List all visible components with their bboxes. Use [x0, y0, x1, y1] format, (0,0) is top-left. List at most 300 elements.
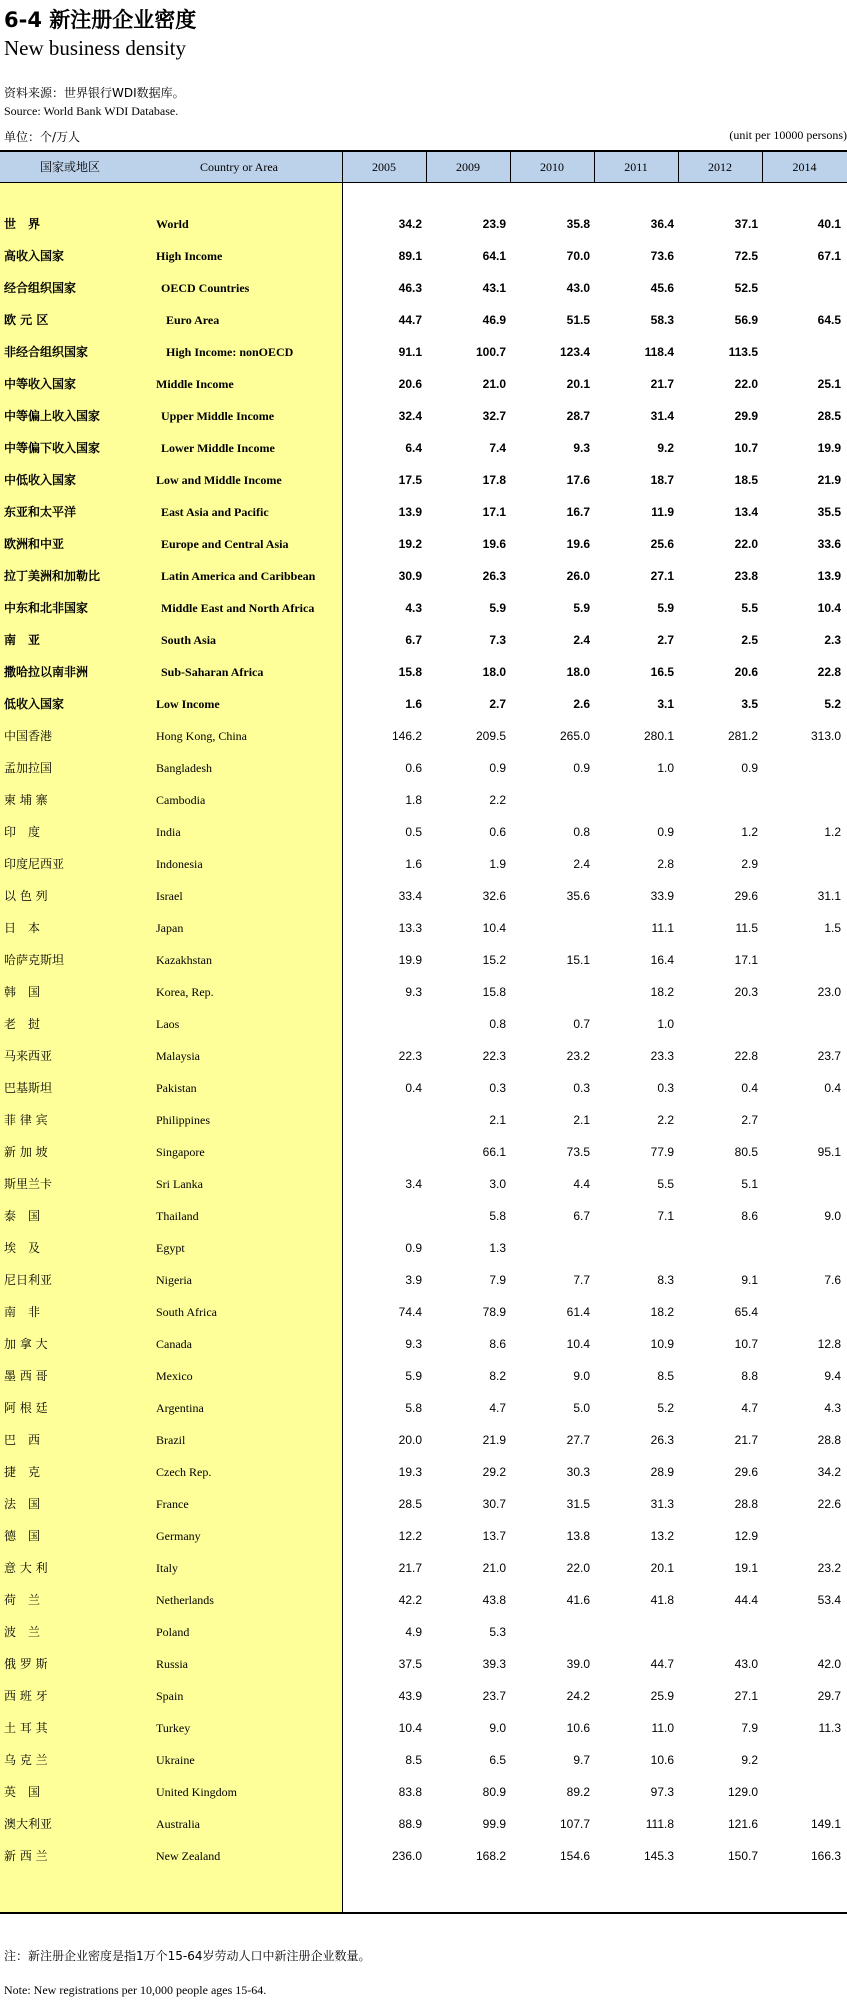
row-label-en: Middle East and North Africa	[161, 601, 315, 615]
header-year-2011: 2011	[624, 160, 648, 174]
cell-2011: 0.3	[657, 1081, 674, 1095]
row-label-en: South Africa	[156, 1305, 217, 1319]
row-label-en: Canada	[156, 1337, 192, 1351]
cell-2009: 17.8	[482, 473, 506, 487]
cell-2005: 88.9	[398, 1817, 422, 1831]
cell-2011: 31.4	[650, 409, 674, 423]
cell-2011: 25.9	[650, 1689, 674, 1703]
cell-2005: 3.9	[405, 1273, 422, 1287]
cell-2005: 0.6	[405, 761, 422, 775]
cell-2014: 25.1	[817, 377, 841, 391]
cell-2009: 1.3	[489, 1241, 506, 1255]
row-label-en: OECD Countries	[161, 281, 250, 295]
cell-2011: 18.2	[650, 985, 674, 999]
row-label-cn: 日 本	[4, 921, 41, 935]
row-label-cn: 澳大利亚	[4, 1817, 53, 1831]
cell-2010: 154.6	[559, 1849, 590, 1863]
cell-2012: 65.4	[734, 1305, 758, 1319]
cell-2010: 10.6	[566, 1721, 590, 1735]
cell-2011: 73.6	[650, 249, 674, 263]
header-year-2010: 2010	[540, 160, 564, 174]
cell-2012: 10.7	[734, 441, 758, 455]
row-label-en: High Income: nonOECD	[166, 345, 294, 359]
row-label-cn: 世 界	[4, 217, 41, 231]
row-label-cn: 尼日利亚	[4, 1273, 53, 1287]
row-label-cn: 中东和北非国家	[4, 601, 89, 615]
cell-2011: 8.5	[657, 1369, 674, 1383]
row-label-cn: 以 色 列	[4, 889, 48, 903]
cell-2011: 23.3	[650, 1049, 674, 1063]
cell-2010: 18.0	[566, 665, 590, 679]
row-label-en: Hong Kong, China	[156, 729, 247, 743]
cell-2011: 44.7	[650, 1657, 674, 1671]
cell-2005: 5.8	[405, 1401, 422, 1415]
cell-2009: 2.1	[489, 1113, 506, 1127]
table-row	[0, 432, 847, 464]
cell-2012: 0.4	[741, 1081, 758, 1095]
cell-2012: 72.5	[734, 249, 758, 263]
cell-2014: 1.2	[824, 825, 841, 839]
cell-2014: 22.6	[817, 1497, 841, 1511]
cell-2011: 36.4	[650, 217, 674, 231]
row-label-cn: 捷 克	[4, 1465, 41, 1479]
cell-2010: 6.7	[573, 1209, 590, 1223]
cell-2012: 29.9	[734, 409, 758, 423]
cell-2010: 123.4	[559, 345, 590, 359]
cell-2014: 67.1	[817, 249, 841, 263]
cell-2012: 28.8	[734, 1497, 758, 1511]
cell-2005: 37.5	[398, 1657, 422, 1671]
cell-2011: 27.1	[650, 569, 674, 583]
row-label-cn: 俄 罗 斯	[4, 1657, 48, 1671]
cell-2011: 16.5	[650, 665, 674, 679]
cell-2010: 26.0	[566, 569, 590, 583]
cell-2005: 89.1	[398, 249, 422, 263]
cell-2011: 10.6	[650, 1753, 674, 1767]
row-label-en: Upper Middle Income	[161, 409, 275, 423]
cell-2009: 10.4	[482, 921, 506, 935]
row-label-cn: 荷 兰	[4, 1593, 41, 1607]
cell-2011: 11.1	[651, 921, 674, 935]
cell-2010: 27.7	[566, 1433, 590, 1447]
cell-2005: 13.9	[398, 505, 422, 519]
cell-2010: 0.7	[573, 1017, 590, 1031]
cell-2005: 19.9	[398, 953, 422, 967]
cell-2009: 100.7	[475, 345, 506, 359]
cell-2011: 2.2	[657, 1113, 674, 1127]
cell-2009: 23.9	[482, 217, 506, 231]
cell-2011: 5.9	[657, 601, 674, 615]
cell-2014: 166.3	[810, 1849, 841, 1863]
cell-2009: 39.3	[482, 1657, 506, 1671]
cell-2009: 43.8	[482, 1593, 506, 1607]
cell-2011: 7.1	[657, 1209, 674, 1223]
cell-2011: 118.4	[644, 345, 674, 359]
row-label-en: Pakistan	[156, 1081, 197, 1095]
cell-2005: 6.4	[405, 441, 422, 455]
table-row	[0, 240, 847, 272]
cell-2010: 2.1	[573, 1113, 590, 1127]
header-year-2014: 2014	[792, 160, 817, 174]
cell-2012: 10.7	[734, 1337, 758, 1351]
table-row	[0, 752, 847, 784]
cell-2010: 4.4	[573, 1177, 590, 1191]
cell-2012: 8.6	[741, 1209, 758, 1223]
cell-2014: 11.3	[818, 1721, 841, 1735]
row-label-cn: 法 国	[4, 1497, 41, 1511]
cell-2010: 41.6	[566, 1593, 590, 1607]
cell-2012: 23.8	[734, 569, 758, 583]
row-label-en: Europe and Central Asia	[161, 537, 289, 551]
cell-2009: 2.7	[489, 697, 506, 711]
table-row	[0, 1616, 847, 1648]
cell-2012: 121.6	[727, 1817, 758, 1831]
row-label-en: Kazakhstan	[156, 953, 212, 967]
cell-2011: 5.2	[657, 1401, 674, 1415]
row-label-en: Italy	[156, 1561, 178, 1575]
table-row	[0, 1360, 847, 1392]
cell-2010: 5.9	[573, 601, 590, 615]
unit-en: (unit per 10000 persons)	[729, 128, 847, 142]
table-row	[0, 1552, 847, 1584]
cell-2005: 236.0	[391, 1849, 422, 1863]
cell-2009: 46.9	[482, 313, 506, 327]
row-label-cn: 欧 元 区	[4, 313, 49, 327]
row-label-en: Poland	[156, 1625, 190, 1639]
cell-2011: 33.9	[650, 889, 674, 903]
cell-2005: 20.6	[398, 377, 422, 391]
cell-2009: 21.0	[482, 1561, 506, 1575]
table-row	[0, 784, 847, 816]
cell-2014: 0.4	[824, 1081, 841, 1095]
cell-2012: 18.5	[734, 473, 758, 487]
cell-2010: 10.4	[566, 1337, 590, 1351]
row-label-cn: 低收入国家	[4, 697, 65, 711]
cell-2011: 2.8	[657, 857, 674, 871]
table-row	[0, 720, 847, 752]
cell-2010: 9.0	[573, 1369, 590, 1383]
table-row	[0, 1488, 847, 1520]
row-label-en: Middle Income	[156, 377, 234, 391]
cell-2014: 23.0	[817, 985, 841, 999]
table-row	[0, 464, 847, 496]
cell-2012: 9.1	[741, 1273, 758, 1287]
table-row	[0, 560, 847, 592]
cell-2011: 10.9	[650, 1337, 674, 1351]
cell-2012: 29.6	[734, 1465, 758, 1479]
cell-2011: 28.9	[650, 1465, 674, 1479]
cell-2011: 5.5	[657, 1177, 674, 1191]
cell-2009: 26.3	[482, 569, 506, 583]
cell-2012: 2.9	[741, 857, 758, 871]
cell-2005: 44.7	[398, 313, 422, 327]
cell-2012: 9.2	[741, 1753, 758, 1767]
row-label-cn: 斯里兰卡	[4, 1177, 53, 1191]
cell-2014: 28.8	[817, 1433, 841, 1447]
cell-2011: 8.3	[657, 1273, 674, 1287]
cell-2014: 35.5	[817, 505, 841, 519]
table-row	[0, 208, 847, 240]
cell-2009: 66.1	[482, 1145, 506, 1159]
cell-2010: 15.1	[566, 953, 590, 967]
cell-2012: 52.5	[734, 281, 758, 295]
row-label-cn: 墨 西 哥	[4, 1369, 48, 1383]
cell-2010: 30.3	[566, 1465, 590, 1479]
cell-2012: 150.7	[727, 1849, 758, 1863]
table-row	[0, 1424, 847, 1456]
row-label-en: United Kingdom	[156, 1785, 237, 1799]
cell-2005: 21.7	[398, 1561, 422, 1575]
table-row	[0, 1200, 847, 1232]
table-row	[0, 1648, 847, 1680]
header-region-cn: 国家或地区	[40, 160, 101, 174]
row-label-en: Sub-Saharan Africa	[161, 665, 264, 679]
cell-2011: 18.7	[650, 473, 674, 487]
row-label-en: Netherlands	[156, 1593, 214, 1607]
cell-2009: 32.7	[482, 409, 506, 423]
row-label-en: France	[156, 1497, 189, 1511]
unit-cn: 单位：个/万人	[4, 130, 81, 144]
cell-2011: 21.7	[650, 377, 674, 391]
cell-2010: 61.4	[566, 1305, 590, 1319]
cell-2010: 35.8	[566, 217, 590, 231]
row-label-cn: 柬 埔 寨	[4, 793, 48, 807]
row-label-en: Thailand	[156, 1209, 199, 1223]
cell-2012: 12.9	[734, 1529, 758, 1543]
cell-2010: 265.0	[559, 729, 590, 743]
cell-2014: 149.1	[810, 1817, 841, 1831]
table-row	[0, 1840, 847, 1872]
cell-2012: 22.8	[734, 1049, 758, 1063]
cell-2012: 2.5	[741, 633, 758, 647]
row-label-cn: 南 非	[4, 1305, 41, 1319]
row-label-cn: 欧洲和中亚	[4, 537, 65, 551]
cell-2009: 0.8	[489, 1017, 506, 1031]
row-label-en: Lower Middle Income	[161, 441, 275, 455]
cell-2005: 34.2	[398, 217, 422, 231]
row-label-cn: 中低收入国家	[4, 473, 77, 487]
row-label-cn: 新 加 坡	[4, 1145, 48, 1159]
cell-2009: 7.9	[489, 1273, 506, 1287]
row-label-en: Low and Middle Income	[156, 473, 282, 487]
cell-2014: 28.5	[817, 409, 841, 423]
cell-2005: 9.3	[405, 1337, 422, 1351]
row-label-en: Mexico	[156, 1369, 193, 1383]
table-row	[0, 1392, 847, 1424]
cell-2014: 7.6	[824, 1273, 841, 1287]
cell-2009: 15.8	[482, 985, 506, 999]
cell-2005: 13.3	[398, 921, 422, 935]
cell-2014: 1.5	[824, 921, 841, 935]
cell-2011: 9.2	[657, 441, 674, 455]
row-label-cn: 土 耳 其	[4, 1721, 48, 1735]
cell-2012: 8.8	[741, 1369, 758, 1383]
row-label-cn: 马来西亚	[4, 1049, 53, 1063]
row-label-en: Low Income	[156, 697, 220, 711]
cell-2012: 113.5	[728, 345, 758, 359]
cell-2009: 21.9	[482, 1433, 506, 1447]
table-row	[0, 848, 847, 880]
table-row	[0, 336, 847, 368]
cell-2005: 3.4	[405, 1177, 422, 1191]
page-title-cn: 6-4 新注册企业密度	[4, 8, 197, 32]
table-row	[0, 976, 847, 1008]
header-year-2012: 2012	[708, 160, 732, 174]
table-row	[0, 1520, 847, 1552]
cell-2009: 78.9	[482, 1305, 506, 1319]
cell-2005: 0.9	[405, 1241, 422, 1255]
cell-2005: 33.4	[398, 889, 422, 903]
cell-2011: 31.3	[650, 1497, 674, 1511]
cell-2014: 64.5	[817, 313, 841, 327]
cell-2011: 45.6	[650, 281, 674, 295]
cell-2011: 77.9	[650, 1145, 674, 1159]
table-row	[0, 656, 847, 688]
cell-2005: 10.4	[398, 1721, 422, 1735]
row-label-en: Nigeria	[156, 1273, 192, 1287]
cell-2012: 7.9	[741, 1721, 758, 1735]
cell-2010: 51.5	[566, 313, 590, 327]
cell-2011: 0.9	[657, 825, 674, 839]
cell-2014: 21.9	[817, 473, 841, 487]
table-row	[0, 1744, 847, 1776]
cell-2011: 97.3	[650, 1785, 674, 1799]
cell-2012: 37.1	[734, 217, 758, 231]
cell-2009: 0.9	[489, 761, 506, 775]
cell-2011: 18.2	[650, 1305, 674, 1319]
cell-2010: 39.0	[566, 1657, 590, 1671]
cell-2009: 5.3	[489, 1625, 506, 1639]
cell-2005: 22.3	[398, 1049, 422, 1063]
cell-2012: 80.5	[734, 1145, 758, 1159]
row-label-cn: 德 国	[4, 1529, 41, 1543]
cell-2005: 1.6	[405, 697, 422, 711]
cell-2005: 46.3	[398, 281, 422, 295]
cell-2012: 22.0	[734, 377, 758, 391]
table-row	[0, 880, 847, 912]
row-label-cn: 高收入国家	[4, 249, 65, 263]
cell-2012: 281.2	[727, 729, 758, 743]
row-label-en: New Zealand	[156, 1849, 221, 1863]
table-row	[0, 1072, 847, 1104]
cell-2014: 5.2	[824, 697, 841, 711]
table-row	[0, 368, 847, 400]
cell-2014: 9.4	[824, 1369, 841, 1383]
row-label-cn: 拉丁美洲和加勒比	[4, 569, 101, 583]
footnote-en: Note: New registrations per 10,000 people ages 15-64.	[4, 1983, 267, 1997]
row-label-cn: 乌 克 兰	[4, 1753, 48, 1767]
cell-2009: 5.9	[489, 601, 506, 615]
table-row	[0, 1712, 847, 1744]
row-label-en: Russia	[156, 1657, 189, 1671]
table-row	[0, 1808, 847, 1840]
cell-2010: 9.7	[573, 1753, 590, 1767]
cell-2011: 25.6	[650, 537, 674, 551]
table-header	[0, 150, 847, 183]
cell-2011: 16.4	[650, 953, 674, 967]
header-year-2005: 2005	[372, 160, 396, 174]
cell-2010: 20.1	[566, 377, 590, 391]
row-label-en: Ukraine	[156, 1753, 195, 1767]
cell-2009: 8.6	[489, 1337, 506, 1351]
table-row	[0, 1328, 847, 1360]
table-row	[0, 272, 847, 304]
cell-2005: 8.5	[405, 1753, 422, 1767]
cell-2014: 19.9	[817, 441, 841, 455]
cell-2005: 1.6	[405, 857, 422, 871]
cell-2010: 89.2	[566, 1785, 590, 1799]
cell-2009: 6.5	[489, 1753, 506, 1767]
table-row	[0, 528, 847, 560]
row-label-en: India	[156, 825, 181, 839]
row-label-en: Australia	[156, 1817, 200, 1831]
cell-2011: 20.1	[650, 1561, 674, 1575]
row-label-en: Bangladesh	[156, 761, 212, 775]
cell-2012: 5.1	[741, 1177, 758, 1191]
table-row	[0, 1456, 847, 1488]
cell-2005: 30.9	[398, 569, 422, 583]
cell-2011: 280.1	[643, 729, 674, 743]
table-row	[0, 1584, 847, 1616]
cell-2014: 4.3	[824, 1401, 841, 1415]
cell-2012: 129.0	[727, 1785, 758, 1799]
cell-2005: 91.1	[398, 345, 422, 359]
row-label-en: Brazil	[156, 1433, 186, 1447]
row-label-cn: 巴 西	[4, 1433, 41, 1447]
footnote-cn: 注：新注册企业密度是指1万个15-64岁劳动人口中新注册企业数量。	[4, 1949, 371, 1963]
row-label-cn: 中等偏下收入国家	[4, 441, 101, 455]
cell-2009: 13.7	[482, 1529, 506, 1543]
row-label-en: World	[156, 217, 189, 231]
cell-2012: 56.9	[734, 313, 758, 327]
cell-2009: 15.2	[482, 953, 506, 967]
cell-2009: 209.5	[475, 729, 506, 743]
row-label-en: Laos	[156, 1017, 180, 1031]
table-row	[0, 944, 847, 976]
cell-2010: 31.5	[566, 1497, 590, 1511]
cell-2009: 80.9	[482, 1785, 506, 1799]
cell-2011: 11.0	[651, 1721, 674, 1735]
cell-2005: 0.5	[405, 825, 422, 839]
cell-2012: 22.0	[734, 537, 758, 551]
cell-2010: 16.7	[566, 505, 590, 519]
cell-2014: 313.0	[810, 729, 841, 743]
cell-2005: 17.5	[398, 473, 422, 487]
row-label-en: Singapore	[156, 1145, 205, 1159]
cell-2011: 58.3	[650, 313, 674, 327]
row-label-cn: 哈萨克斯坦	[4, 953, 65, 967]
cell-2014: 2.3	[824, 633, 841, 647]
row-label-cn: 老 挝	[4, 1017, 41, 1031]
cell-2009: 64.1	[482, 249, 506, 263]
cell-2010: 5.0	[573, 1401, 590, 1415]
source-en: Source: World Bank WDI Database.	[4, 104, 179, 118]
cell-2009: 0.3	[489, 1081, 506, 1095]
cell-2011: 145.3	[643, 1849, 674, 1863]
page-title-en: New business density	[4, 36, 186, 60]
cell-2014: 23.7	[817, 1049, 841, 1063]
cell-2010: 43.0	[566, 281, 590, 295]
row-label-en: Euro Area	[166, 313, 220, 327]
row-label-cn: 经合组织国家	[4, 281, 77, 295]
table-row	[0, 1008, 847, 1040]
row-label-en: Malaysia	[156, 1049, 200, 1063]
row-label-en: Latin America and Caribbean	[161, 569, 316, 583]
cell-2005: 19.3	[398, 1465, 422, 1479]
row-label-cn: 泰 国	[4, 1209, 41, 1223]
cell-2012: 0.9	[741, 761, 758, 775]
cell-2012: 17.1	[734, 953, 758, 967]
